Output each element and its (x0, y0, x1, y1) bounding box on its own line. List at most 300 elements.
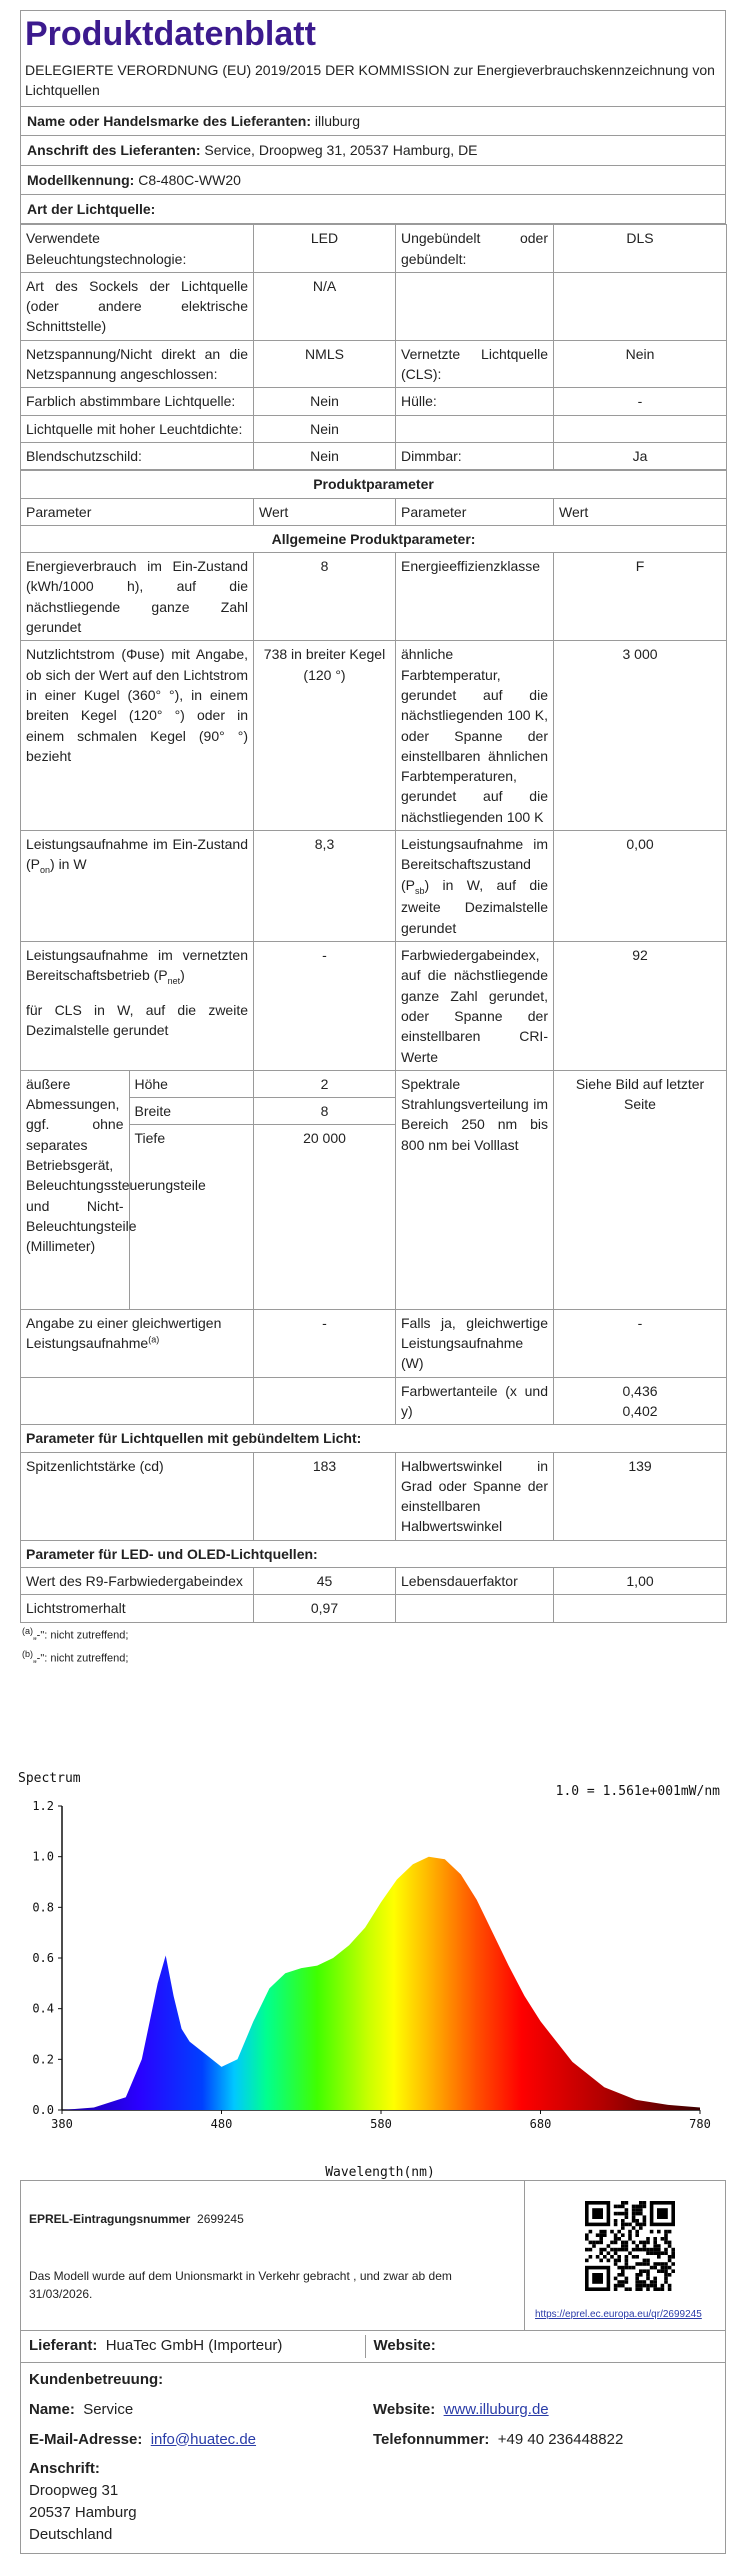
qr-module (635, 2219, 639, 2223)
footnote-mark: (b) (22, 1649, 33, 1660)
qr-module (614, 2205, 618, 2209)
qr-module (639, 2287, 643, 2291)
qr-module (653, 2287, 657, 2291)
spitzen-value: 183 (254, 1452, 396, 1540)
qr-module (628, 2223, 632, 2227)
qr-module (661, 2287, 665, 2291)
kunden-name-label: Name: (29, 2400, 75, 2418)
qr-module (668, 2255, 672, 2259)
qr-module (589, 2248, 593, 2252)
qr-module (592, 2244, 596, 2248)
param-label-2-text: Energieeffizienzklasse (401, 558, 541, 575)
art-row (21, 442, 727, 469)
qr-module (617, 2280, 621, 2284)
qr-module (646, 2251, 650, 2255)
qr-module (621, 2219, 625, 2223)
qr-module (650, 2266, 654, 2270)
qr-module (592, 2241, 596, 2245)
qr-module (650, 2284, 654, 2288)
qr-module (603, 2248, 607, 2252)
qr-module (635, 2255, 639, 2259)
header-box (20, 10, 726, 107)
qr-module (664, 2280, 668, 2284)
kunden-mail-link[interactable]: info@huatec.de (150, 2430, 257, 2448)
qr-module (646, 2269, 650, 2273)
qr-module (646, 2284, 650, 2288)
y-tick-label: 0.8 (32, 1900, 54, 1915)
qr-module (657, 2287, 661, 2291)
led-label: Wert des R9-Farbwiedergabeindex (21, 1568, 254, 1595)
art-row (21, 340, 727, 388)
qr-module (635, 2212, 639, 2216)
eprel-link[interactable]: https://eprel.ec.europa.eu/qr/2699245 (535, 2308, 702, 2320)
y-tick-label: 1.0 (32, 1849, 54, 1864)
qr-module (657, 2244, 661, 2248)
halbwert-value: 139 (554, 1452, 727, 1540)
qr-module (625, 2201, 629, 2205)
param-label-2-sub: sb (415, 885, 425, 896)
param-label-extra: für CLS in W, auf die zweite Dezimalstelle gerundet (26, 1002, 248, 1039)
qr-module (599, 2248, 603, 2252)
qr-module (635, 2248, 639, 2252)
model-label: Modellkennung: (27, 171, 135, 188)
qr-module (628, 2237, 632, 2241)
qr-module (607, 2244, 611, 2248)
qr-module (643, 2262, 647, 2266)
qr-module (635, 2244, 639, 2248)
eprel-label: EPREL-Eintragungsnummer (29, 2212, 191, 2226)
qr-module (639, 2262, 643, 2266)
led-label: Lichtstromerhalt (21, 1595, 254, 1622)
kunden-addr-label: Anschrift: (29, 2460, 100, 2478)
param-label-end: ) in W (50, 856, 87, 873)
dims-value-breite: 8 (254, 1098, 395, 1125)
y-tick-label: 0.4 (32, 2001, 54, 2016)
param-label-2 (396, 831, 554, 942)
qr-module (614, 2248, 618, 2252)
param-value-2: 3 000 (554, 641, 727, 831)
param-label-2-end: ) in W, auf die zweite Dezimalstelle gerundet (401, 876, 548, 936)
qr-module (653, 2251, 657, 2255)
qr-module (671, 2269, 675, 2273)
qr-module (632, 2248, 636, 2252)
qr-module (632, 2226, 636, 2230)
qr-module (585, 2248, 589, 2252)
qr-module (668, 2284, 672, 2288)
qr-module (621, 2201, 625, 2205)
art-row (21, 415, 727, 442)
param-value: 8,3 (254, 831, 396, 942)
qr-module (621, 2280, 625, 2284)
qr-module (585, 2237, 589, 2241)
qr-module (621, 2269, 625, 2273)
qr-module (628, 2251, 632, 2255)
qr-module (628, 2287, 632, 2291)
equiv-label (21, 1309, 254, 1377)
y-tick-label: 0.6 (32, 1951, 54, 1965)
qr-module (617, 2205, 621, 2209)
qr-module (639, 2241, 643, 2245)
led-heading: Parameter für LED- und OLED-Lichtquellen: (21, 1540, 727, 1567)
qr-module (671, 2262, 675, 2266)
qr-module (657, 2208, 668, 2219)
qr-module (625, 2248, 629, 2252)
kunden-tel-label: Telefonnummer: (373, 2430, 490, 2448)
qr-module (621, 2284, 625, 2288)
qr-module (610, 2255, 614, 2259)
qr-module (614, 2212, 618, 2216)
qr-module (639, 2226, 643, 2230)
model-value: C8-480C-WW20 (138, 171, 241, 188)
qr-module (657, 2255, 661, 2259)
qr-module (621, 2244, 625, 2248)
kunden-addr2: 20537 Hamburg (29, 2503, 137, 2521)
param-label (21, 942, 254, 1071)
qr-module (632, 2241, 636, 2245)
qr-module (635, 2230, 639, 2234)
qr-module (592, 2273, 603, 2284)
eprel-box (20, 2180, 726, 2554)
param-label-text: Nutzlichtstrom (Φuse) mit Angabe, ob sich der Wert auf den Lichtstrom in einer Kugel (360° °), in einem breiten Kegel (120° °) oder in einem schmalen Kegel (90° °) bezieht (26, 646, 248, 764)
regulation-subtitle: DELEGIERTE VERORDNUNG (EU) 2019/2015 DER KOMMISSION zur Energieverbrauchskennzeichnung von Lichtquellen (25, 61, 715, 98)
art-label: Farblich abstimmbare Lichtquelle: (21, 388, 254, 415)
qr-module (668, 2287, 672, 2291)
qr-module (599, 2259, 603, 2263)
qr-module (653, 2237, 657, 2241)
kunden-mail-label: E-Mail-Adresse: (29, 2430, 143, 2448)
spectrum-scale: 1.0 = 1.561e+001mW/nm (555, 1784, 720, 1799)
param-label-2-text: Farbwiedergabeindex, auf die nächstliegende ganze Zahl gerundet, oder Spanne der einstellbaren CRI-Werte (401, 947, 548, 1065)
param-value: - (254, 942, 396, 1071)
qr-module (603, 2233, 607, 2237)
dims-cell (21, 1070, 254, 1309)
address-row (20, 136, 726, 165)
param-label-text: Energieverbrauch im Ein-Zustand (kWh/1000 h), auf die nächstliegende ganze Zahl gerundet (26, 558, 248, 636)
qr-module (596, 2255, 600, 2259)
art-label: Verwendete Beleuchtungstechnologie: (21, 225, 254, 273)
dims-name-tiefe: Tiefe (134, 1130, 166, 1147)
qr-module (643, 2269, 647, 2273)
param-label (21, 831, 254, 942)
param-label (21, 553, 254, 641)
kunden-addr3: Deutschland (29, 2525, 113, 2543)
qr-module (639, 2248, 643, 2252)
qr-module (625, 2215, 629, 2219)
qr-module (639, 2284, 643, 2288)
qr-module (635, 2284, 639, 2288)
qr-module (664, 2237, 668, 2241)
eprel-number: 2699245 (197, 2212, 244, 2226)
qr-module (664, 2273, 668, 2277)
qr-module (614, 2237, 618, 2241)
art-label-2: Vernetzte Lichtquelle (CLS): (396, 340, 554, 388)
qr-module (610, 2241, 614, 2245)
param-row (21, 553, 727, 641)
qr-module (643, 2219, 647, 2223)
x-tick-label: 680 (529, 2117, 552, 2131)
qr-module (661, 2237, 665, 2241)
param-row (21, 831, 727, 942)
qr-module (646, 2259, 650, 2263)
model-row (20, 166, 726, 195)
supplier-value: illuburg (314, 113, 361, 130)
kunden-addr1: Droopweg 31 (29, 2482, 119, 2499)
qr-module (614, 2219, 618, 2223)
qr-module (653, 2266, 657, 2270)
param-label-sub: on (40, 865, 51, 876)
qr-module (671, 2255, 675, 2259)
dims-name-breite: Breite (130, 1098, 254, 1125)
qr-module (661, 2266, 665, 2270)
halbwert-label: Halbwertswinkel in Grad oder Spanne der einstellbaren Halbwertswinkel (396, 1452, 554, 1540)
qr-module (653, 2248, 657, 2252)
farbwert-label: Farbwertanteile (x und y) (396, 1377, 554, 1425)
qr-module (617, 2230, 621, 2234)
qr-module (628, 2266, 632, 2270)
param-label-2-text: ähnliche Farbtemperatur, gerundet auf die nächstliegenden 100 K, oder Spanne der einstellbaren ähnlichen Farbtemperaturen, gerundet auf die nächstliegenden 100 K (401, 646, 548, 825)
lieferant-value: HuaTec GmbH (Importeur) (105, 2337, 283, 2354)
qr-module (632, 2219, 636, 2223)
qr-module (589, 2241, 593, 2245)
head-wert-1: Wert (254, 498, 396, 525)
qr-module (635, 2277, 639, 2281)
qr-module (661, 2284, 665, 2288)
qr-module (585, 2259, 589, 2263)
qr-module (664, 2277, 668, 2281)
qr-module (646, 2262, 650, 2266)
qr-module (635, 2280, 639, 2284)
qr-module (639, 2212, 643, 2216)
qr-module (639, 2201, 643, 2205)
qr-module (635, 2233, 639, 2237)
qr-module (635, 2223, 639, 2227)
param-value: 8 (254, 553, 396, 641)
qr-module (625, 2244, 629, 2248)
qr-module (592, 2208, 603, 2219)
qr-module (614, 2259, 618, 2263)
head-parameter-1: Parameter (21, 498, 254, 525)
head-parameter-2: Parameter (396, 498, 554, 525)
qr-module (621, 2273, 625, 2277)
qr-module (643, 2205, 647, 2209)
qr-module (621, 2248, 625, 2252)
qr-module (643, 2201, 647, 2205)
art-table (20, 224, 727, 470)
qr-module (664, 2269, 668, 2273)
param-label-text: Leistungsaufnahme im Ein-Zustand (P (26, 836, 248, 873)
qr-module (664, 2233, 668, 2237)
qr-module (661, 2251, 665, 2255)
qr-module (635, 2273, 639, 2277)
param-label-2-text: Leistungsaufnahme im Bereitschaftszustand (P (401, 836, 548, 893)
qr-module (668, 2241, 672, 2245)
qr-module (657, 2248, 661, 2252)
qr-module (625, 2259, 629, 2263)
qr-module (643, 2280, 647, 2284)
qr-module (607, 2251, 611, 2255)
qr-module (653, 2280, 657, 2284)
qr-module (653, 2262, 657, 2266)
qr-module (643, 2241, 647, 2245)
led-value: 0,97 (254, 1595, 396, 1622)
qr-module (589, 2230, 593, 2234)
qr-module (621, 2223, 625, 2227)
kunden-tel: +49 40 236448822 (497, 2430, 624, 2448)
led-row (21, 1568, 727, 1595)
qr-module (614, 2262, 618, 2266)
qr-module (621, 2226, 625, 2230)
address-label: Anschrift des Lieferanten: (27, 142, 201, 159)
empty-cell (254, 1377, 396, 1425)
qr-module (617, 2266, 621, 2270)
art-row (21, 225, 727, 273)
qr-module (596, 2233, 600, 2237)
dims-label: äußere Abmessungen, ggf. ohne separates Betriebsgerät, Beleuchtungssteuerungsteile und Nicht-Beleuchtungsteile (Millimeter) (21, 1071, 129, 1309)
kunden-web-label: Website: (373, 2400, 436, 2418)
qr-module (621, 2205, 625, 2209)
dims-value-tiefe: 20 000 (303, 1130, 346, 1147)
qr-module (614, 2251, 618, 2255)
supplier-label: Name oder Handelsmarke des Lieferanten: (27, 113, 311, 130)
farbwert-value (554, 1377, 727, 1425)
gebuendelt-heading: Parameter für Lichtquellen mit gebündeltem Licht: (21, 1425, 727, 1452)
qr-module (625, 2277, 629, 2281)
lieferant-label: Lieferant: (29, 2337, 98, 2354)
qr-module (617, 2237, 621, 2241)
qr-module (607, 2259, 611, 2263)
art-label: Art des Sockels der Lichtquelle (oder andere elektrische Schnittstelle) (21, 272, 254, 340)
qr-module (625, 2262, 629, 2266)
qr-module (668, 2259, 672, 2263)
qr-module (617, 2255, 621, 2259)
qr-module (625, 2287, 629, 2291)
qr-module (625, 2212, 629, 2216)
params-table (20, 470, 727, 1622)
y-tick-label: 0.2 (32, 2052, 54, 2067)
qr-module (671, 2248, 675, 2252)
footnote (20, 1646, 726, 1670)
art-label-2: Dimmbar: (396, 442, 554, 469)
art-value: LED (254, 225, 396, 273)
qr-module (621, 2212, 625, 2216)
footnote-mark: (a) (22, 1625, 33, 1636)
qr-module (653, 2284, 657, 2288)
qr-module (635, 2205, 639, 2209)
qr-module (617, 2259, 621, 2263)
art-value: Nein (254, 415, 396, 442)
qr-module (668, 2244, 672, 2248)
qr-module (599, 2230, 603, 2234)
qr-module (621, 2233, 625, 2237)
param-label-2 (396, 553, 554, 641)
qr-module (657, 2269, 661, 2273)
kunden-web-link[interactable]: www.illuburg.de (443, 2400, 549, 2418)
qr-module (632, 2208, 636, 2212)
qr-module (650, 2280, 654, 2284)
param-label-end: ) (180, 967, 185, 984)
farbwert-y: 0,402 (622, 1403, 658, 1419)
qr-module (614, 2287, 618, 2291)
qr-code[interactable] (585, 2201, 675, 2291)
footnotes (20, 1623, 726, 1670)
art-value-2: - (554, 388, 727, 415)
qr-module (664, 2230, 668, 2234)
param-label-text: Leistungsaufnahme im vernetzten Bereitschaftsbetrieb (P (26, 947, 248, 984)
qr-module (614, 2233, 618, 2237)
qr-module (596, 2241, 600, 2245)
qr-module (643, 2284, 647, 2288)
qr-module (661, 2269, 665, 2273)
empty-cell (21, 1377, 254, 1425)
spectrum-chart (0, 1770, 741, 2180)
qr-module (632, 2205, 636, 2209)
qr-module (646, 2248, 650, 2252)
eprel-text: Das Modell wurde auf dem Unionsmarkt in Verkehr gebracht , und zwar ab dem 31/03/2026. (29, 2269, 452, 2301)
art-label-2: Hülle: (396, 388, 554, 415)
param-label (21, 641, 254, 831)
art-value-2: Ja (554, 442, 727, 469)
qr-module (657, 2251, 661, 2255)
qr-module (643, 2248, 647, 2252)
led-value-2: 1,00 (554, 1568, 727, 1595)
qr-module (628, 2230, 632, 2234)
qr-module (585, 2233, 589, 2237)
equiv-w-label: Falls ja, gleichwertige Leistungsaufnahme (W) (396, 1309, 554, 1377)
art-title: Art der Lichtquelle: (20, 195, 726, 224)
qr-module (646, 2273, 650, 2277)
footnote (20, 1623, 726, 1647)
qr-module (639, 2280, 643, 2284)
x-tick-label: 380 (51, 2117, 73, 2131)
qr-module (668, 2273, 672, 2277)
allgemein-heading: Allgemeine Produktparameter: (21, 525, 727, 552)
art-row (21, 272, 727, 340)
datasheet (20, 10, 726, 1670)
qr-module (664, 2262, 668, 2266)
qr-module (599, 2241, 603, 2245)
qr-module (625, 2208, 629, 2212)
qr-module (614, 2277, 618, 2281)
qr-module (639, 2223, 643, 2227)
qr-module (646, 2287, 650, 2291)
qr-module (589, 2255, 593, 2259)
qr-module (635, 2262, 639, 2266)
art-value-2: Nein (554, 340, 727, 388)
head-wert-2: Wert (554, 498, 727, 525)
qr-module (632, 2266, 636, 2270)
qr-module (617, 2212, 621, 2216)
qr-module (657, 2262, 661, 2266)
param-value-2: 0,00 (554, 831, 727, 942)
qr-module (617, 2284, 621, 2288)
spectrum-xlabel: Wavelength(nm) (325, 2165, 435, 2180)
qr-module (603, 2255, 607, 2259)
qr-module (646, 2241, 650, 2245)
art-value-2: DLS (554, 225, 727, 273)
qr-module (621, 2241, 625, 2245)
page-title: Produktdatenblatt (25, 15, 316, 53)
qr-module (621, 2266, 625, 2270)
art-label: Lichtquelle mit hoher Leuchtdichte: (21, 415, 254, 442)
qr-module (625, 2280, 629, 2284)
qr-module (599, 2233, 603, 2237)
qr-module (610, 2230, 614, 2234)
art-value: NMLS (254, 340, 396, 388)
qr-module (653, 2277, 657, 2281)
dims-name-hoehe: Höhe (130, 1071, 254, 1098)
equiv-sup: (a) (148, 1334, 160, 1345)
led-label-2 (396, 1595, 554, 1622)
